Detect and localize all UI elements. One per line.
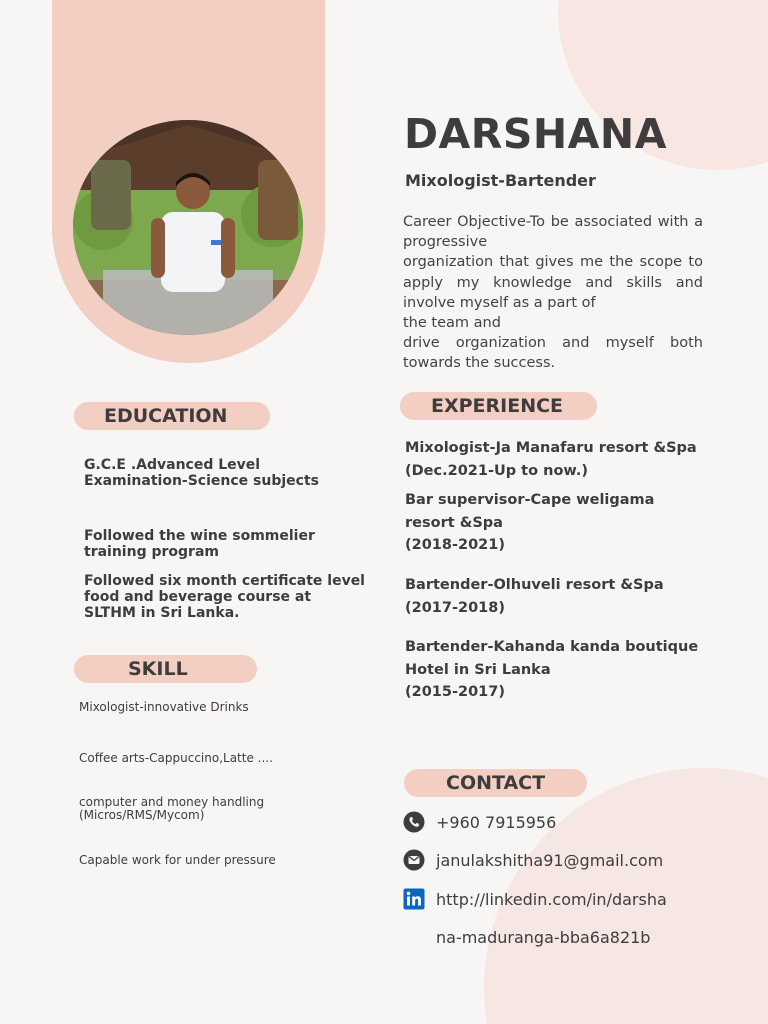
skill-line: Capable work for under pressure xyxy=(79,853,276,867)
education-line: Examination-Science subjects xyxy=(84,473,319,489)
skill-line: Mixologist-innovative Drinks xyxy=(79,700,249,714)
objective-line: drive organization and myself both towards the success. xyxy=(403,335,703,372)
experience-line: Mixologist-Ja Manafaru resort &Spa xyxy=(405,440,697,456)
experience-item xyxy=(405,437,697,482)
email-icon xyxy=(403,849,425,871)
contact-linkedin-row xyxy=(403,888,667,910)
contact-phone[interactable]: +960 7915956 xyxy=(436,812,557,832)
contact-phone-row xyxy=(403,811,556,833)
experience-line: (2018-2021) xyxy=(405,537,505,553)
experience-line: (Dec.2021-Up to now.) xyxy=(405,462,589,479)
education-item xyxy=(84,528,315,560)
contact-email[interactable]: janulakshitha91@gmail.com xyxy=(436,850,664,870)
contact-linkedin[interactable]: http://linkedin.com/in/darsha xyxy=(436,889,667,909)
experience-item xyxy=(405,489,654,557)
experience-item xyxy=(405,636,698,704)
skill-item xyxy=(79,854,276,867)
candidate-name: DARSHANA xyxy=(404,110,667,158)
education-line: G.C.E .Advanced Level xyxy=(84,457,261,473)
skill-item xyxy=(79,701,249,714)
experience-item xyxy=(405,574,664,619)
objective-line: the team and xyxy=(403,315,501,332)
experience-line: (2015-2017) xyxy=(405,684,505,700)
experience-heading: EXPERIENCE xyxy=(400,392,597,420)
education-item xyxy=(84,573,365,621)
education-line: Followed the wine sommelier xyxy=(84,528,315,544)
education-line: food and beverage course at xyxy=(84,589,312,605)
contact-email-row xyxy=(403,849,663,871)
skill-heading: SKILL xyxy=(74,655,257,683)
experience-line: resort &Spa xyxy=(405,514,503,531)
skill-line: computer and money handling xyxy=(79,795,265,809)
education-line: training program xyxy=(84,544,219,560)
objective-line: Career Objective-To be associated with a progressive xyxy=(403,214,703,251)
linkedin-icon xyxy=(403,888,425,910)
skill-line: Coffee arts-Cappuccino,Latte .... xyxy=(79,751,273,765)
education-heading: EDUCATION xyxy=(74,402,270,430)
profile-photo xyxy=(73,120,303,335)
skill-item xyxy=(79,796,264,822)
education-item xyxy=(84,457,319,489)
experience-line: Bartender-Olhuveli resort &Spa xyxy=(405,577,664,593)
candidate-role: Mixologist-Bartender xyxy=(405,171,596,190)
objective-line: organization that gives me the scope to apply my knowledge and skills and involve myself as a part of xyxy=(403,254,703,311)
contact-linkedin-continued[interactable]: na-maduranga-bba6a821b xyxy=(436,928,651,947)
skill-line: (Micros/RMS/Mycom) xyxy=(79,808,205,822)
experience-line: Bartender-Kahanda kanda boutique xyxy=(405,639,699,655)
career-objective xyxy=(403,212,703,374)
education-line: Followed six month certificate level xyxy=(84,573,365,589)
skill-item xyxy=(79,752,273,765)
experience-line: Hotel in Sri Lanka xyxy=(405,661,551,678)
phone-icon xyxy=(403,811,425,833)
experience-line: (2017-2018) xyxy=(405,599,505,616)
contact-heading: CONTACT xyxy=(404,769,587,797)
experience-line: Bar supervisor-Cape weligama xyxy=(405,492,655,508)
education-line: SLTHM in Sri Lanka. xyxy=(84,605,240,621)
